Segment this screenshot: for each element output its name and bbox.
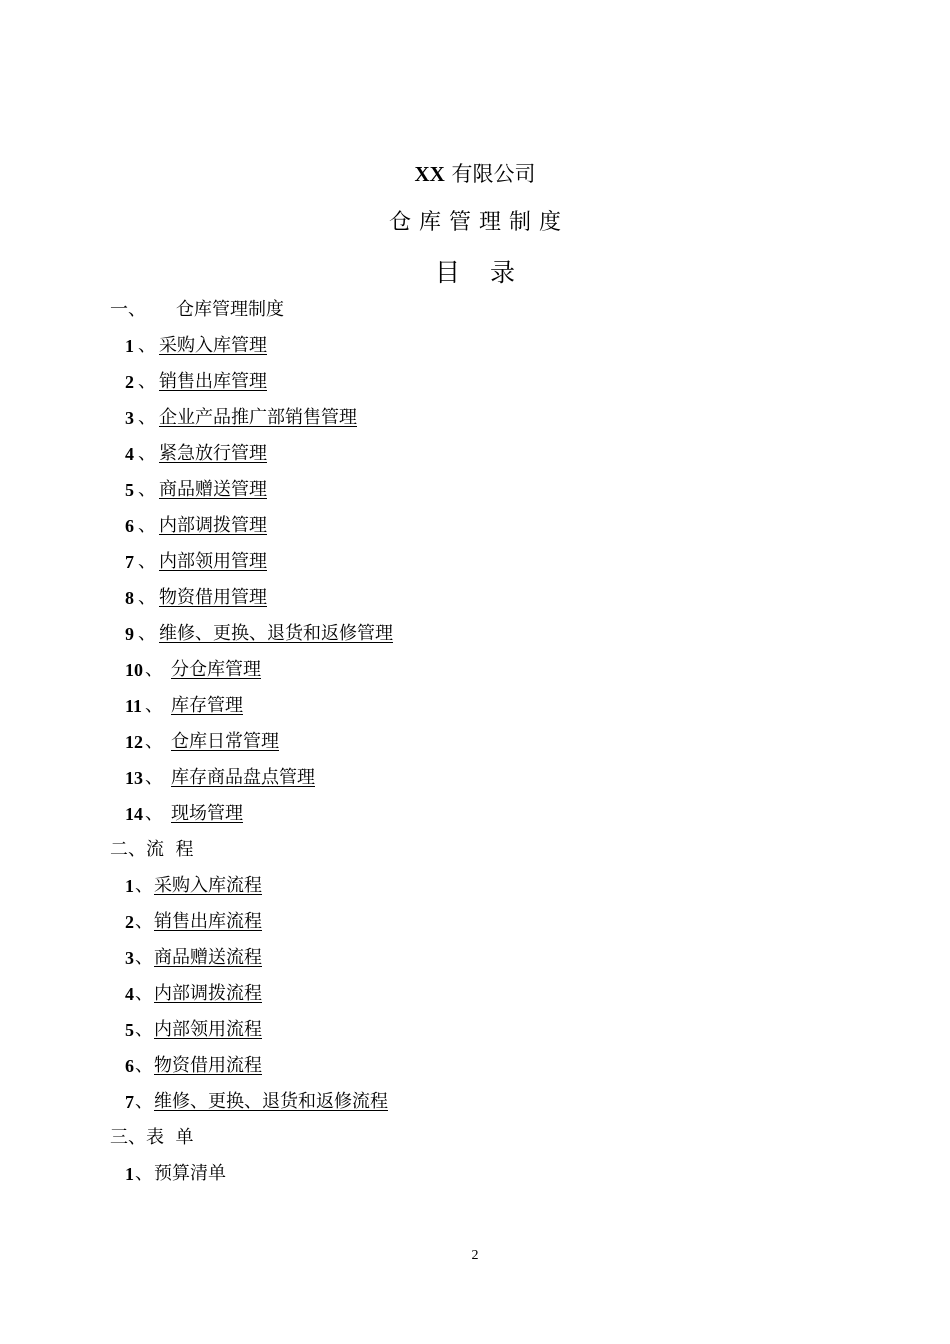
toc-entry-link[interactable]: 物资借用流程 <box>154 1055 262 1076</box>
toc-entry-link[interactable]: 仓库日常管理 <box>171 731 279 752</box>
toc-entry-separator: 、 <box>135 1055 153 1076</box>
toc-entry-link[interactable]: 物资借用管理 <box>159 587 267 608</box>
toc-entry-separator: 、 <box>145 659 163 680</box>
toc-entry-number: 14 <box>125 804 143 824</box>
toc-entry-separator: 、 <box>145 767 163 788</box>
toc-entry-number: 4 <box>125 444 134 464</box>
toc-entry-link[interactable]: 现场管理 <box>171 803 243 824</box>
toc-entry-number: 4 <box>125 984 134 1004</box>
toc-entry-number: 10 <box>125 660 143 680</box>
toc-entry-number: 2 <box>125 912 134 932</box>
toc-entry-separator: 、 <box>138 335 156 356</box>
toc-entry-link[interactable]: 内部调拨管理 <box>159 515 267 536</box>
document-subtitle: 仓库管理制度 <box>388 210 569 235</box>
toc-entry-separator: 、 <box>135 1091 153 1112</box>
toc-entry-link[interactable]: 库存管理 <box>171 695 243 716</box>
toc-entry-link[interactable]: 商品赠送流程 <box>154 947 262 968</box>
toc-title: 目录 <box>434 258 545 287</box>
toc-entry-separator: 、 <box>135 875 153 896</box>
toc-entry-number: 6 <box>125 1056 134 1076</box>
toc-entry-separator: 、 <box>135 983 153 1004</box>
toc-entry-number: 5 <box>125 1020 134 1040</box>
toc-entry-number: 2 <box>125 372 134 392</box>
toc-entry-link[interactable]: 分仓库管理 <box>171 659 261 680</box>
toc-entry-link[interactable]: 采购入库管理 <box>159 335 267 356</box>
toc-entry-link[interactable]: 商品赠送管理 <box>159 479 267 500</box>
toc-entry-separator: 、 <box>135 1163 153 1184</box>
toc-entry-number: 1 <box>125 1164 134 1184</box>
page-number: 2 <box>471 1248 479 1263</box>
toc-section-2-title: 二、流 程 <box>110 839 194 860</box>
toc-entry-link[interactable]: 维修、更换、退货和返修流程 <box>154 1091 388 1112</box>
toc-entry-separator: 、 <box>135 911 153 932</box>
toc-entry-separator: 、 <box>138 515 156 536</box>
toc-entry-separator: 、 <box>145 803 163 824</box>
toc-entry-separator: 、 <box>145 731 163 752</box>
toc-entry-number: 6 <box>125 516 134 536</box>
toc-entry-separator: 、 <box>135 947 153 968</box>
toc-entry-number: 3 <box>125 408 134 428</box>
toc-entry-number: 1 <box>125 876 134 896</box>
toc-entry-separator: 、 <box>138 407 156 428</box>
toc-entry-link[interactable]: 内部领用流程 <box>154 1019 262 1040</box>
toc-section-1-title: 仓库管理制度 <box>176 299 284 320</box>
toc-entry-number: 12 <box>125 732 143 752</box>
toc-entry-number: 9 <box>125 624 134 644</box>
company-name-latin: XX <box>414 162 445 186</box>
toc-entry-link[interactable]: 库存商品盘点管理 <box>171 767 315 788</box>
toc-entry-number: 7 <box>125 1092 134 1112</box>
company-name <box>0 160 950 188</box>
toc-entry-separator: 、 <box>145 695 163 716</box>
toc-entry-number: 5 <box>125 480 134 500</box>
toc-entry-link[interactable]: 紧急放行管理 <box>159 443 267 464</box>
toc-entry-separator: 、 <box>138 551 156 572</box>
toc-section-3-title: 三、表 单 <box>110 1127 194 1148</box>
toc-entry-separator: 、 <box>138 443 156 464</box>
toc-entry-link[interactable]: 维修、更换、退货和返修管理 <box>159 623 393 644</box>
toc-entry-separator: 、 <box>138 623 156 644</box>
toc-entry-separator: 、 <box>138 479 156 500</box>
toc-entry-number: 1 <box>125 336 134 356</box>
toc-entry-number: 7 <box>125 552 134 572</box>
company-name-cjk: 有限公司 <box>451 162 536 186</box>
toc-entry-separator: 、 <box>138 587 156 608</box>
toc-entry-number: 13 <box>125 768 143 788</box>
toc-entry-label: 预算清单 <box>154 1163 226 1184</box>
toc-entry-number: 11 <box>125 696 143 716</box>
toc-entry-number: 8 <box>125 588 134 608</box>
toc-entry-link[interactable]: 采购入库流程 <box>154 875 262 896</box>
toc-entry-separator: 、 <box>135 1019 153 1040</box>
toc-entry-link[interactable]: 内部调拨流程 <box>154 983 262 1004</box>
toc-section-1-number: 一、 <box>110 299 146 320</box>
toc-entry-link[interactable]: 销售出库管理 <box>159 371 267 392</box>
toc-entry-link[interactable]: 销售出库流程 <box>154 911 262 932</box>
toc-entry-number: 3 <box>125 948 134 968</box>
toc-entry-link[interactable]: 企业产品推广部销售管理 <box>159 407 357 428</box>
toc-entry-separator: 、 <box>138 371 156 392</box>
toc-entry-link[interactable]: 内部领用管理 <box>159 551 267 572</box>
